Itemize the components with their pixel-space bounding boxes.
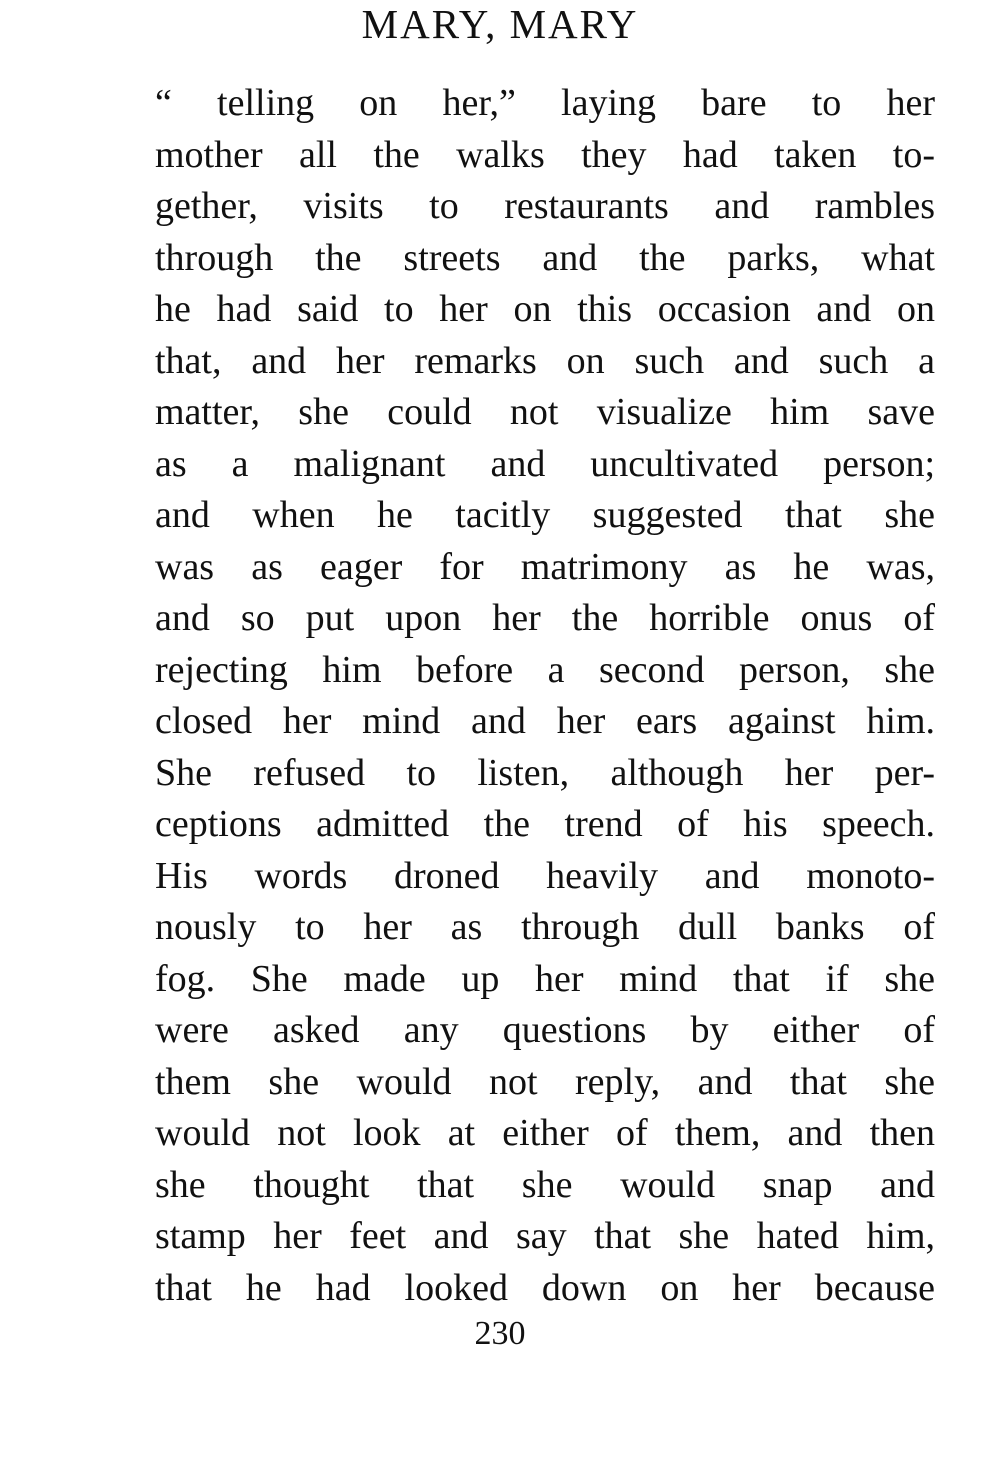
text-line: matter, she could not visualize him save: [155, 391, 935, 433]
page-number: 230: [474, 1315, 526, 1352]
text-line: mother all the walks they had taken to-: [155, 133, 935, 176]
text-line: them she would not reply, and that she: [155, 1060, 935, 1103]
text-line: gether, visits to restaurants and rambles: [155, 185, 935, 227]
text-line: and so put upon her the horrible onus of: [155, 597, 935, 639]
text-line: His words droned heavily and monoto-: [155, 854, 935, 897]
text-line: through the streets and the parks, what: [155, 236, 935, 279]
text-line: rejecting him before a second person, she: [155, 648, 935, 691]
text-line: that, and her remarks on such and such a: [155, 339, 935, 382]
text-line: fog. She made up her mind that if she: [155, 957, 935, 1000]
text-line: were asked any questions by either of: [155, 1009, 935, 1051]
text-line: he had said to her on this occasion and on: [155, 288, 935, 330]
text-line: ceptions admitted the trend of his speech.: [155, 803, 935, 845]
text-line: nously to her as through dull banks of: [155, 906, 935, 948]
text-line: as a malignant and uncultivated person;: [155, 442, 935, 485]
text-line: that he had looked down on her because: [155, 1266, 935, 1309]
text-line: closed her mind and her ears against him.: [155, 700, 935, 742]
body-text: [155, 78, 935, 1314]
running-head: MARY, MARY: [361, 1, 639, 47]
text-line: and when he tacitly suggested that she: [155, 494, 935, 536]
text-line: stamp her feet and say that she hated him,: [155, 1215, 935, 1257]
text-line: was as eager for matrimony as he was,: [155, 545, 935, 588]
text-line: she thought that she would snap and: [155, 1163, 935, 1206]
text-line: She refused to listen, although her per-: [155, 751, 935, 794]
text-line: “ telling on her,” laying bare to her: [155, 82, 935, 124]
text-line: would not look at either of them, and then: [155, 1112, 935, 1154]
